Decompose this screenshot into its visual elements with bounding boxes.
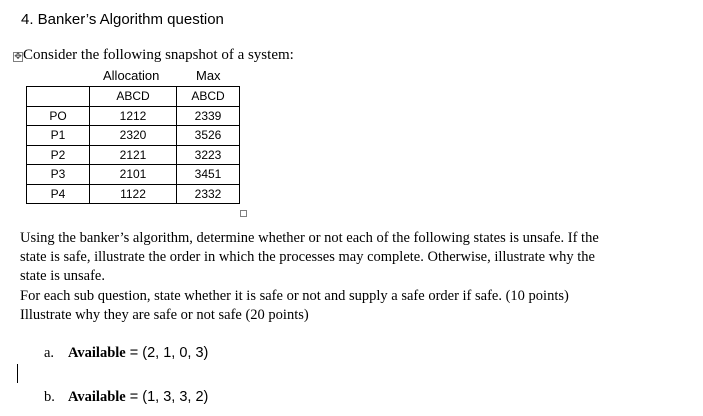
max-cell: 3223	[177, 145, 240, 165]
process-cell: P4	[27, 184, 90, 204]
allocation-cell: 1122	[90, 184, 177, 204]
paragraph-line: state is safe, illustrate the order in which the processes may complete. Otherwise, illustrate why the	[20, 249, 595, 266]
max-cell: 3451	[177, 165, 240, 185]
available-value: = (1, 3, 3, 2)	[125, 389, 209, 405]
paragraph-line: For each sub question, state whether it is safe or not and supply a safe order if safe. (10 points)	[20, 287, 569, 304]
table-resize-handle-icon[interactable]	[240, 210, 247, 217]
intro-text: Consider the following snapshot of a system:	[23, 47, 294, 63]
max-cell: 3526	[177, 126, 240, 146]
table-cell: ABCD	[90, 87, 177, 107]
table-move-handle-icon[interactable]: ✥	[14, 51, 22, 62]
paragraph-line: Using the banker’s algorithm, determine whether or not each of the following states is unsafe. If the	[20, 230, 599, 246]
table-row	[27, 145, 240, 165]
table-row	[27, 165, 240, 185]
available-label: Available	[68, 389, 126, 405]
question-b	[44, 389, 208, 406]
available-value: = (2, 1, 0, 3)	[125, 345, 209, 361]
paragraph-line: state is unsafe.	[20, 268, 105, 285]
max-cell: 2339	[177, 106, 240, 126]
instructions-paragraph	[20, 229, 660, 325]
question-heading: 4. Banker’s Algorithm question	[21, 11, 224, 28]
allocation-cell: 2121	[90, 145, 177, 165]
allocation-cell: 2101	[90, 165, 177, 185]
table-row	[27, 126, 240, 146]
max-header: Max	[196, 68, 221, 83]
max-cell: 2332	[177, 184, 240, 204]
table-row	[27, 184, 240, 204]
table-cell: ABCD	[177, 87, 240, 107]
table-cell	[27, 87, 90, 107]
process-cell: P2	[27, 145, 90, 165]
process-cell: PO	[27, 106, 90, 126]
snapshot-table	[26, 86, 240, 204]
allocation-header: Allocation	[103, 68, 160, 83]
available-label: Available	[68, 345, 126, 361]
question-a	[44, 345, 208, 362]
process-cell: P3	[27, 165, 90, 185]
table-subheader-row	[27, 87, 240, 107]
allocation-cell: 1212	[90, 106, 177, 126]
list-letter: a.	[44, 345, 55, 361]
process-cell: P1	[27, 126, 90, 146]
table-row	[27, 106, 240, 126]
list-letter: b.	[44, 389, 55, 405]
text-cursor	[17, 364, 18, 383]
allocation-cell: 2320	[90, 126, 177, 146]
paragraph-line: Illustrate why they are safe or not safe (20 points)	[20, 306, 309, 323]
